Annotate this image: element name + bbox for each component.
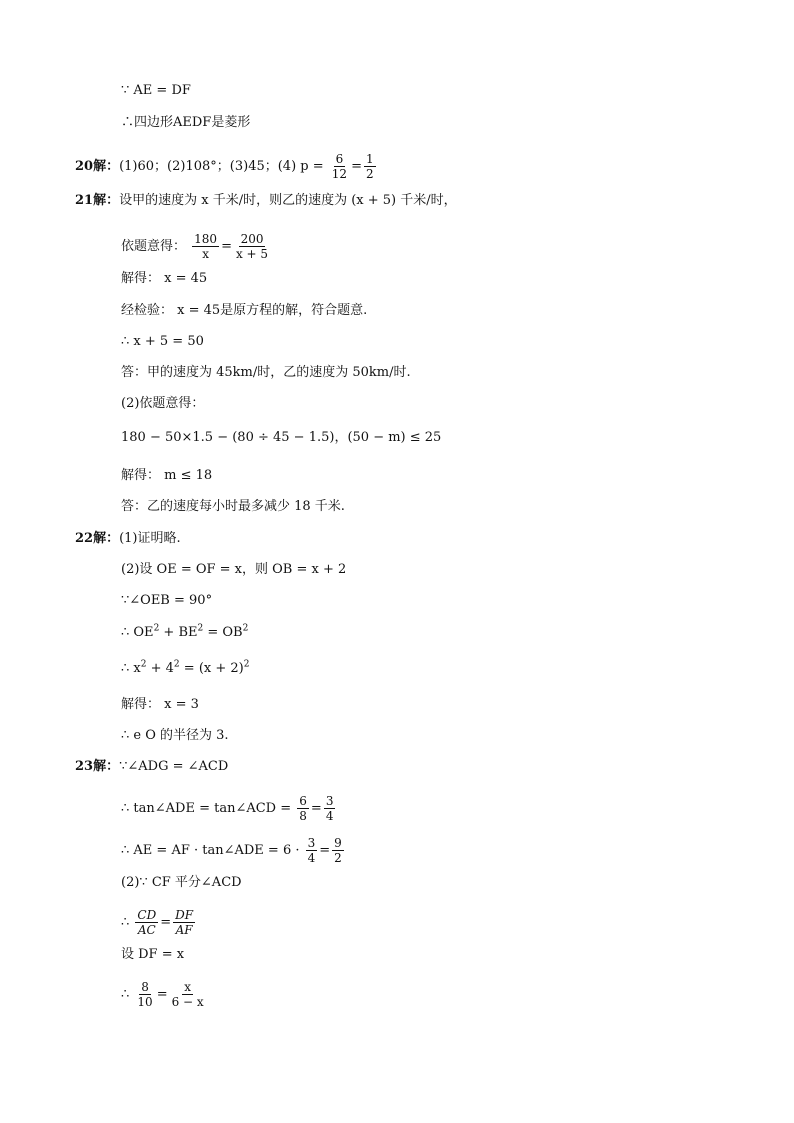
q20-label: 20解： bbox=[75, 159, 120, 174]
q23-ratio: ∴ $\frac{CD}{AC}$ = $\frac{DF}{AF}$ bbox=[121, 908, 194, 937]
q21-inequality: 180 − 50×1.5 − (80 ÷ 45 − 1.5)，(50 − m) ≤ 25 bbox=[121, 430, 442, 445]
q21-check: 经检验： x = 45是原方程的解，符合题意. bbox=[121, 303, 368, 318]
q21-fraction-2: $\frac{200}{x + 5}$ bbox=[235, 232, 269, 261]
line-rhombus-conclusion: ∴四边形AEDF是菱形 bbox=[121, 115, 251, 130]
q21-answer: 答：甲的速度为 45km/时，乙的速度为 50km/时. bbox=[121, 365, 411, 380]
q23-ratio-fraction-1: $\frac{CD}{AC}$ bbox=[137, 908, 157, 937]
q22-assume: (2)设 OE = OF = x，则 OB = x + 2 bbox=[121, 562, 347, 577]
q21-line-1: 21解：设甲的速度为 x 千米/时，则乙的速度为 (x + 5) 千米/时， bbox=[75, 193, 457, 208]
q21-solve-2: 解得： m ≤ 18 bbox=[121, 468, 213, 483]
line-ae-eq-df: ∵ AE = DF bbox=[121, 83, 191, 98]
q23-label: 23解： bbox=[75, 759, 120, 774]
q23-tan-fraction-2: $\frac{3}{4}$ bbox=[325, 794, 334, 823]
q21-therefore: ∴ x + 5 = 50 bbox=[121, 334, 204, 349]
q23-eq-fraction-1: $\frac{8}{10}$ bbox=[137, 980, 153, 1009]
q23-ae: ∴ AE = AF · tan∠ADE = 6 · $\frac{3}{4}$ = $\frac{9}{2}$ bbox=[121, 836, 342, 865]
q22-pythagoras: ∴ $OE^2 + BE^2 = OB^2$ bbox=[121, 623, 249, 640]
q23-tan-fraction-1: $\frac{6}{8}$ bbox=[299, 794, 307, 823]
q22-solve: 解得： x = 3 bbox=[121, 697, 199, 712]
q23-eq-fraction-2: $\frac{x}{6 - x}$ bbox=[171, 980, 204, 1009]
q23-tan: ∴ tan∠ADE = tan∠ACD = $\frac{6}{8}$ = $\frac{3}{4}$ bbox=[121, 794, 334, 823]
q20-text: (1)60；(2)108°；(3)45；(4) p = bbox=[119, 159, 324, 174]
q23-line-1: 23解：∵∠ADG = ∠ACD bbox=[75, 759, 229, 774]
q20-fraction-1: $\frac{6}{12}$ bbox=[331, 152, 348, 181]
q23-bisector: (2)∵ CF 平分∠ACD bbox=[121, 875, 242, 890]
q21-equation: 依题意得： $\frac{180}{x}$ = $\frac{200}{x + 5}$ bbox=[121, 232, 269, 261]
q23-ratio-fraction-2: $\frac{DF}{AF}$ bbox=[175, 908, 194, 937]
q21-answer-2: 答：乙的速度每小时最多减少 18 千米. bbox=[121, 499, 345, 514]
q20-fraction-2: $\frac{1}{2}$ bbox=[365, 152, 374, 181]
q23-equation: ∴ $\frac{8}{10}$ = $\frac{x}{6 - x}$ bbox=[121, 980, 204, 1009]
q22-right-angle: ∵∠OEB = 90° bbox=[121, 593, 213, 608]
q22-line-1: 22解：(1)证明略. bbox=[75, 531, 181, 546]
q23-ae-fraction-1: $\frac{3}{4}$ bbox=[307, 836, 316, 865]
q22-radius: ∴ e O 的半径为 3. bbox=[121, 728, 229, 743]
q20-answer: 20解：(1)60；(2)108°；(3)45；(4) p = $\frac{6}{12}$ = $\frac{1}{2}$ bbox=[75, 152, 374, 181]
q21-solve: 解得： x = 45 bbox=[121, 271, 208, 286]
q21-part2: (2)依题意得： bbox=[121, 396, 205, 411]
q21-label: 21解： bbox=[75, 193, 120, 208]
q22-label: 22解： bbox=[75, 531, 120, 546]
q23-ae-fraction-2: $\frac{9}{2}$ bbox=[334, 836, 342, 865]
q21-fraction-1: $\frac{180}{x}$ bbox=[194, 232, 218, 261]
q21-speed-expression: (x + 5) bbox=[351, 193, 397, 208]
q23-let: 设 DF = x bbox=[121, 947, 185, 962]
q22-substitution: ∴ $x^2 + 4^2 = (x + 2)^2$ bbox=[121, 659, 250, 676]
